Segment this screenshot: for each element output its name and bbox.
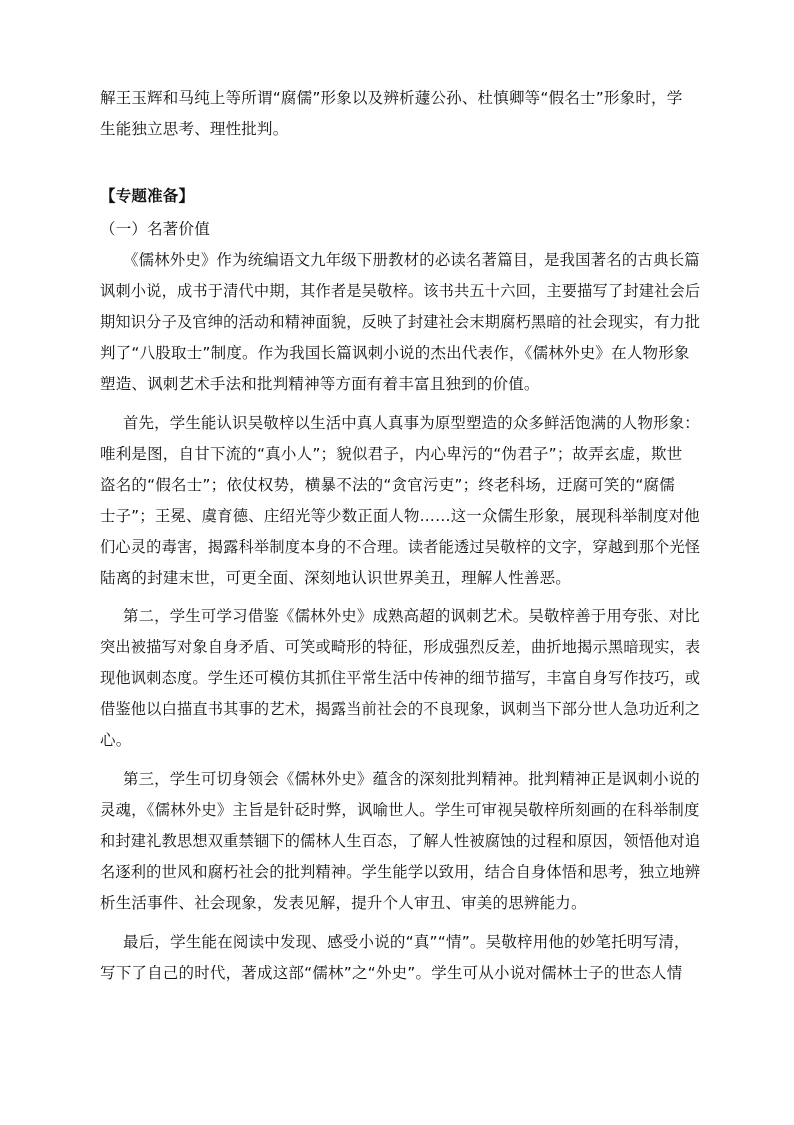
paragraph-3-line: 突出被描写对象自身矛盾、可笑或畸形的特征，形成强烈反差，曲折地揭示黑暗现实，表 xyxy=(100,638,701,656)
paragraph-2-line: 盗名的“假名士”；依仗权势，横暴不法的“贪官污吏”；终老科场，迂腐可笑的“腐儒 xyxy=(100,476,675,494)
paragraph-1-line: 《儒林外史》作为统编语文九年级下册教材的必读名著篇目，是我国著名的古典长篇 xyxy=(123,251,700,269)
paragraph-2-line: 们心灵的毒害，揭露科举制度本身的不合理。读者能透过吴敬梓的文字，穿越到那个光怪 xyxy=(100,538,701,556)
intro-line: 生能独立思考、理性批判。 xyxy=(100,120,289,138)
paragraph-3-line: 现他讽刺态度。学生还可模仿其抓住平常生活中传神的细节描写，丰富自身写作技巧，或 xyxy=(100,669,701,687)
paragraph-3-line: 借鉴他以白描直书其事的艺术，揭露当前社会的不良现象，讽刺当下部分世人急功近利之 xyxy=(100,700,701,718)
paragraph-3-line: 第二，学生可学习借鉴《儒林外史》成熟高超的讽刺艺术。吴敬梓善于用夸张、对比 xyxy=(123,607,700,625)
paragraph-1-line: 判了“八股取士”制度。作为我国长篇讽刺小说的杰出代表作，《儒林外史》在人物形象 xyxy=(100,344,690,362)
paragraph-4-line: 名逐利的世风和腐朽社会的批判精神。学生能学以致用，结合自身体悟和思考，独立地辨 xyxy=(100,863,701,881)
subsection-heading: （一）名著价值 xyxy=(100,220,210,238)
paragraph-4-line: 析生活事件、社会现象，发表见解，提升个人审丑、审美的思辨能力。 xyxy=(100,894,587,912)
paragraph-3-line: 心。 xyxy=(100,731,132,749)
paragraph-5-line: 写下了自己的时代，著成这部“儒林”之“外史”。学生可从小说对儒林士子的世态人情 xyxy=(100,964,683,982)
paragraph-1-line: 期知识分子及官绅的活动和精神面貌，反映了封建社会末期腐朽黑暗的社会现实，有力批 xyxy=(100,313,701,331)
paragraph-1-line: 塑造、讽刺艺术手法和批判精神等方面有着丰富且独到的价值。 xyxy=(100,375,540,393)
paragraph-2-line: 首先，学生能认识吴敬梓以生活中真人真事为原型塑造的众多鲜活饱满的人物形象： xyxy=(123,414,700,432)
paragraph-4-line: 和封建礼教思想双重禁锢下的儒林人生百态，了解人性被腐蚀的过程和原因，领悟他对追 xyxy=(100,832,701,850)
paragraph-1-line: 讽刺小说，成书于清代中期，其作者是吴敬梓。该书共五十六回，主要描写了封建社会后 xyxy=(100,282,701,300)
paragraph-5-line: 最后，学生能在阅读中发现、感受小说的“真”“情”。吴敬梓用他的妙笔托明写清， xyxy=(123,933,690,951)
paragraph-2-line: 唯利是图，自甘下流的“真小人”；貌似君子，内心卑污的“伪君子”；故弄玄虚，欺世 xyxy=(100,445,683,463)
intro-line: 解王玉辉和马纯上等所谓“腐儒”形象以及辨析蘧公孙、杜慎卿等“假名士”形象时，学 xyxy=(100,89,683,107)
paragraph-4-line: 第三，学生可切身领会《儒林外史》蕴含的深刻批判精神。批判精神正是讽刺小说的 xyxy=(123,770,700,788)
paragraph-4-line: 灵魂，《儒林外史》主旨是针砭时弊，讽喻世人。学生可审视吴敬梓所刻画的在科举制度 xyxy=(100,801,700,819)
paragraph-2-line: 陆离的封建末世，可更全面、深刻地认识世界美丑，理解人性善恶。 xyxy=(100,569,572,587)
paragraph-2-line: 士子”；王冕、虞育德、庄绍光等少数正面人物……这一众儒生形象，展现科举制度对他 xyxy=(100,507,700,525)
section-heading: 【专题准备】 xyxy=(100,187,195,205)
